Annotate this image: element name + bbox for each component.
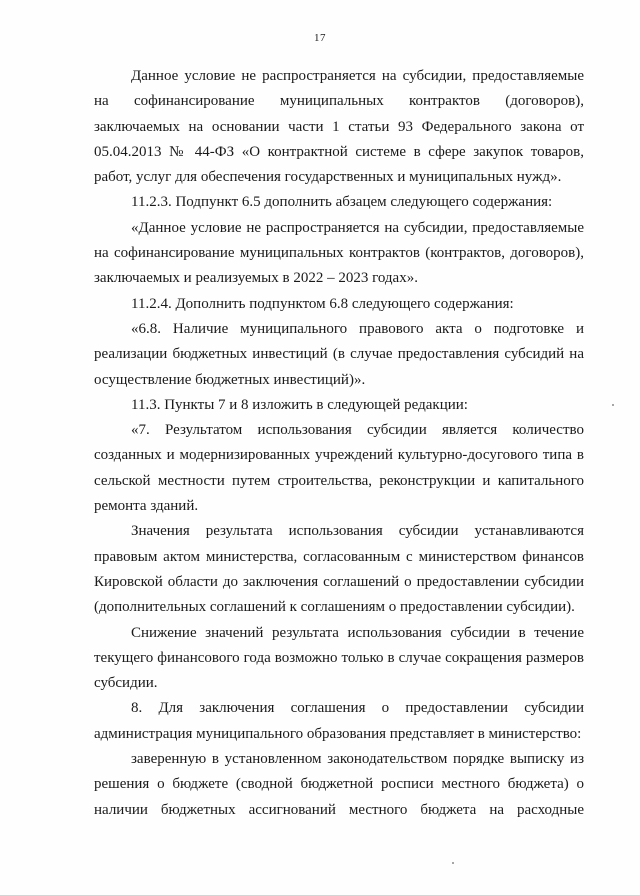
paragraph-8-agreement: 8. Для заключения соглашения о предоставлении субсидии администрация муниципального образования представляет в министерство: [94,700,584,742]
scan-speck [452,862,454,864]
paragraph-result-values: Значения результата использования субсидии устанавливаются правовым актом министерства, согласованным с министерством финансов Кировской области до заключения соглашений о предоставлении субсидии (дополнительных соглашений к соглашениям о предоставлении субсидии). [94,523,584,616]
scan-speck [612,404,614,406]
paragraph-11-2-3: 11.2.3. Подпункт 6.5 дополнить абзацем следующего содержания: [131,194,553,211]
paragraph-11-2-4: 11.2.4. Дополнить подпунктом 6.8 следующего содержания: [131,295,514,312]
paragraph-result-reduction: Снижение значений результата использования субсидии в течение текущего финансового года возможно только в случае сокращения размеров субсидии. [94,624,584,692]
document-body [94,64,584,823]
paragraph-subsidy-exception-2022-2023: «Данное условие не распространяется на субсидии, предоставляемые на софинансирование муниципальных контрактов (контрактов, договоров), заключаемых и реализуемых в 2022 – 2023 годах». [94,219,584,287]
paragraph-6-8: «6.8. Наличие муниципального правового акта о подготовке и реализации бюджетных инвестиций (в случае предоставления субсидий на осуществление бюджетных инвестиций)». [94,320,584,388]
paragraph-11-3: 11.3. Пункты 7 и 8 изложить в следующей редакции: [131,396,468,413]
paragraph-budget-extract: заверенную в установленном законодательством порядке выписку из решения о бюджете (сводной бюджетной росписи местного бюджета) о наличии бюджетных ассигнований местного бюджета на расходные [94,751,584,818]
paragraph-subsidy-exception-contracts: Данное условие не распространяется на субсидии, предоставляемые на софинансирование муниципальных контрактов (договоров), заключаемых на основании части 1 статьи 93 Федерального закона от 05.04.2013 № 44-ФЗ «О контрактной системе в сфере закупок товаров, работ, услуг для обеспечения государственных и муниципальных нужд». [94,68,584,186]
page-number: 17 [314,32,326,44]
paragraph-7-result: «7. Результатом использования субсидии является количество созданных и модернизированных учреждений культурно-досугового типа в сельской местности путем строительства, реконструкции и капитального ремонта зданий. [94,422,584,515]
